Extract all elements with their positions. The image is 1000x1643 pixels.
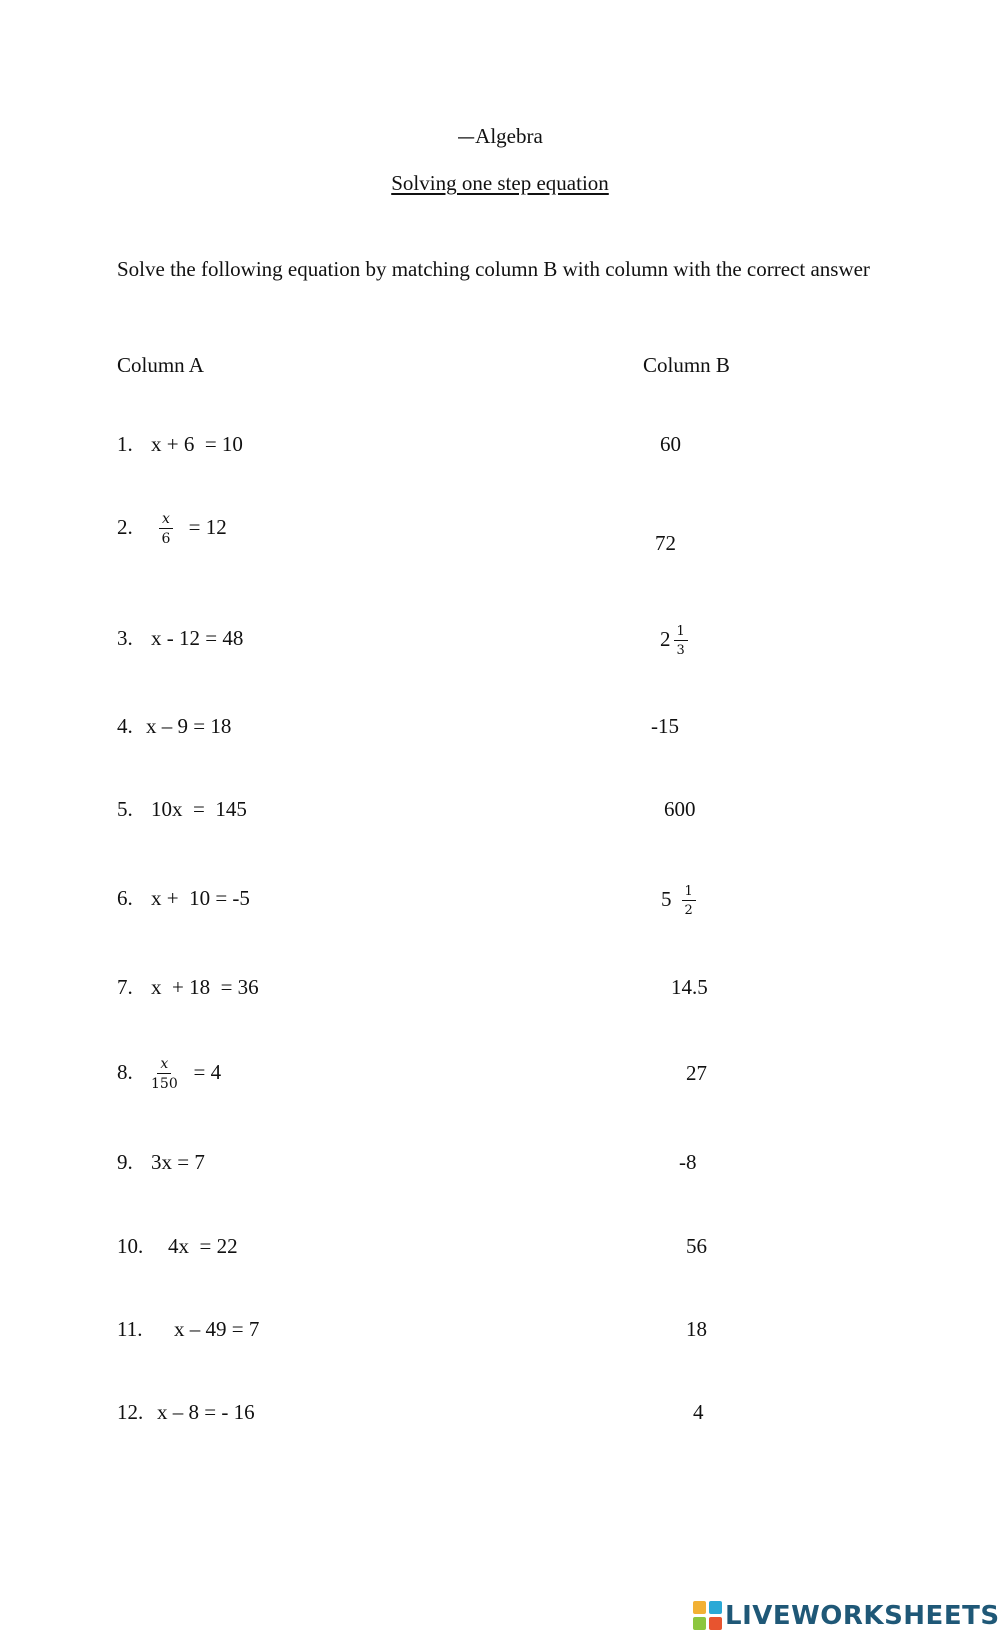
- answer-8: 27: [686, 1061, 707, 1085]
- answer-6: 5 $\frac{1}{2}$: [661, 885, 696, 917]
- equation-12: 12. x – 8 = - 16: [117, 1400, 255, 1424]
- title-dash: —: [457, 127, 476, 148]
- equation-1: 1. x + 6 = 10: [117, 432, 243, 456]
- fraction-one-half: $\frac{1}{2}$: [682, 885, 696, 917]
- answer-12: 4: [693, 1400, 704, 1424]
- equation-4: 4. x – 9 = 18: [117, 714, 232, 738]
- answer-10: 56: [686, 1234, 707, 1258]
- answer-5: 600: [664, 797, 696, 821]
- answer-4: -15: [651, 714, 679, 738]
- answer-1: 60: [660, 432, 681, 456]
- liveworksheets-logo: [693, 1599, 1000, 1633]
- liveworksheets-logo-icon: [693, 1601, 723, 1631]
- equation-8: 8. $\frac{x}{150}$ = 4: [117, 1056, 222, 1092]
- equation-10: 10. 4x = 22: [117, 1234, 238, 1258]
- answer-11: 18: [686, 1317, 707, 1341]
- column-b-header: Column B: [643, 353, 730, 377]
- liveworksheets-logo-text: LIVEWORKSHEETS: [725, 1601, 1000, 1631]
- instructions: Solve the following equation by matching column B with column with the correct answer: [117, 257, 870, 281]
- answer-3: 2 $\frac{1}{3}$: [660, 625, 688, 657]
- title-text: Algebra: [475, 124, 543, 148]
- answer-2: 72: [655, 531, 676, 555]
- equation-11: 11. x – 49 = 7: [117, 1317, 260, 1341]
- fraction-one-third: $\frac{1}{3}$: [674, 625, 688, 657]
- equation-7: 7. x + 18 = 36: [117, 975, 259, 999]
- page-subtitle: Solving one step equation: [391, 171, 609, 195]
- fraction-x-over-150: $\frac{x}{150}$: [151, 1056, 178, 1092]
- equation-3: 3. x - 12 = 48: [117, 626, 244, 650]
- fraction-x-over-6: $\frac{x}{6}$: [159, 512, 173, 546]
- answer-7: 14.5: [671, 975, 708, 999]
- equation-6: 6. x + 10 = -5: [117, 886, 250, 910]
- equation-9: 9. 3x = 7: [117, 1150, 205, 1174]
- equation-5: 5. 10x = 145: [117, 797, 247, 821]
- equation-2: 2. $\frac{x}{6}$ = 12: [117, 511, 227, 547]
- page-title: [0, 124, 1000, 149]
- answer-9: -8: [679, 1150, 697, 1174]
- column-a-header: Column A: [117, 353, 204, 377]
